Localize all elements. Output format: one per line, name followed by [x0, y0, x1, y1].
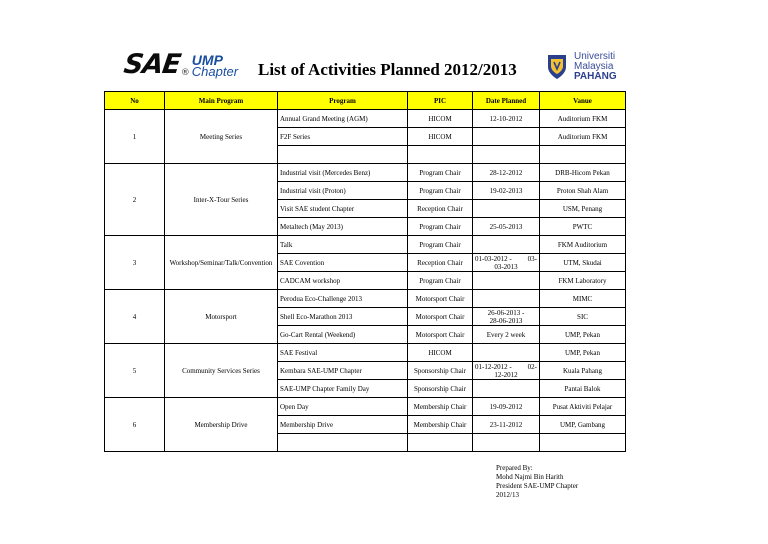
- cell-venue: DRB-Hicom Pekan: [540, 164, 626, 182]
- cell-venue: USM, Penang: [540, 200, 626, 218]
- cell-program: SAE Covention: [278, 254, 408, 272]
- header-no: No: [105, 92, 165, 110]
- cell-main-program: Meeting Series: [165, 110, 278, 164]
- cell-program: Shell Eco-Marathon 2013: [278, 308, 408, 326]
- cell-pic: HICOM: [408, 344, 473, 362]
- table-row: [105, 236, 626, 254]
- cell-program: Kembara SAE-UMP Chapter: [278, 362, 408, 380]
- prepared-by-label: Prepared By:: [496, 464, 533, 472]
- date-line-2: 28-06-2013: [489, 316, 523, 325]
- cell-program: SAE-UMP Chapter Family Day: [278, 380, 408, 398]
- cell-date: [473, 380, 540, 398]
- cell-pic: Motorsport Chair: [408, 308, 473, 326]
- cell-date: [473, 434, 540, 452]
- cell-pic: Reception Chair: [408, 254, 473, 272]
- cell-date: [473, 236, 540, 254]
- cell-no: 4: [105, 290, 165, 344]
- cell-date: [473, 362, 540, 380]
- date-start: 01-03-2012 -: [475, 254, 512, 263]
- cell-pic: Program Chair: [408, 218, 473, 236]
- date-end-rest: 03-2013: [494, 262, 518, 271]
- cell-venue: MIMC: [540, 290, 626, 308]
- cell-pic: Reception Chair: [408, 200, 473, 218]
- cell-pic: Membership Chair: [408, 416, 473, 434]
- cell-no: 5: [105, 344, 165, 398]
- cell-main-program: Inter-X-Tour Series: [165, 164, 278, 236]
- cell-pic: [408, 434, 473, 452]
- cell-venue: Auditorium FKM: [540, 110, 626, 128]
- cell-program: Metaltech (May 2013): [278, 218, 408, 236]
- ump-university-logo: [546, 52, 617, 82]
- cell-no: 6: [105, 398, 165, 452]
- cell-program: Annual Grand Meeting (AGM): [278, 110, 408, 128]
- table-header-row: [105, 92, 626, 110]
- cell-venue: FKM Auditorium: [540, 236, 626, 254]
- cell-venue: [540, 434, 626, 452]
- cell-pic: Program Chair: [408, 272, 473, 290]
- cell-date: [473, 128, 540, 146]
- cell-pic: HICOM: [408, 110, 473, 128]
- header-program: Program: [278, 92, 408, 110]
- cell-pic: [408, 146, 473, 164]
- table-row: [105, 398, 626, 416]
- cell-main-program: Motorsport: [165, 290, 278, 344]
- cell-program: Open Day: [278, 398, 408, 416]
- ump-crest-icon: [546, 53, 568, 81]
- cell-pic: Sponsorship Chair: [408, 380, 473, 398]
- cell-program: Perodua Eco-Challenge 2013: [278, 290, 408, 308]
- cell-program: CADCAM workshop: [278, 272, 408, 290]
- date-line-1: 26-06-2013 -: [487, 308, 525, 317]
- cell-main-program: Workshop/Seminar/Talk/Convention: [165, 236, 278, 290]
- cell-venue: Proton Shah Alam: [540, 182, 626, 200]
- table-row: [105, 290, 626, 308]
- cell-venue: Kuala Pahang: [540, 362, 626, 380]
- cell-pic: Motorsport Chair: [408, 326, 473, 344]
- cell-date: [473, 254, 540, 272]
- cell-date: [473, 344, 540, 362]
- cell-date: 19-02-2013: [473, 182, 540, 200]
- cell-venue: Pantai Balok: [540, 380, 626, 398]
- table-row: [105, 110, 626, 128]
- table-row: [105, 344, 626, 362]
- cell-venue: PWTC: [540, 218, 626, 236]
- ump-wordmark: UMP: [191, 52, 223, 68]
- activities-table: [104, 91, 626, 452]
- registered-mark: ®: [180, 68, 190, 78]
- cell-pic: Program Chair: [408, 182, 473, 200]
- sae-wordmark: SAE: [121, 49, 183, 80]
- cell-date: 25-05-2013: [473, 218, 540, 236]
- cell-date: [473, 272, 540, 290]
- cell-venue: UMP, Pekan: [540, 326, 626, 344]
- date-start: 01-12-2012 -: [475, 362, 512, 371]
- cell-venue: SIC: [540, 308, 626, 326]
- header-main-program: Main Program: [165, 92, 278, 110]
- chapter-wordmark: Chapter: [191, 64, 239, 79]
- date-end-rest: 12-2012: [494, 370, 518, 379]
- cell-no: 2: [105, 164, 165, 236]
- prepared-by-year: 2012/13: [496, 491, 519, 499]
- cell-pic: HICOM: [408, 128, 473, 146]
- cell-program: Industrial visit (Proton): [278, 182, 408, 200]
- cell-pic: Motorsport Chair: [408, 290, 473, 308]
- cell-venue: Pusat Aktiviti Pelajar: [540, 398, 626, 416]
- cell-venue: [540, 146, 626, 164]
- header-pic: PIC: [408, 92, 473, 110]
- date-end-part: 02-: [527, 362, 537, 371]
- cell-main-program: Membership Drive: [165, 398, 278, 452]
- cell-date: 12-10-2012: [473, 110, 540, 128]
- table-row: [105, 164, 626, 182]
- cell-program: F2F Series: [278, 128, 408, 146]
- cell-date: [473, 290, 540, 308]
- cell-pic: Program Chair: [408, 164, 473, 182]
- cell-date: [473, 146, 540, 164]
- univ-line-pahang: PAHANG: [574, 71, 617, 82]
- cell-venue: UTM, Skudai: [540, 254, 626, 272]
- cell-pic: Membership Chair: [408, 398, 473, 416]
- univ-line-malaysia: Malaysia: [574, 61, 614, 72]
- prepared-by-name: Mohd Najmi Bin Harith: [496, 473, 564, 481]
- cell-date: [473, 200, 540, 218]
- date-end-part: 03-: [527, 254, 537, 263]
- cell-date: 28-12-2012: [473, 164, 540, 182]
- cell-no: 1: [105, 110, 165, 164]
- header-venue: Vanue: [540, 92, 626, 110]
- cell-program: Visit SAE student Chapter: [278, 200, 408, 218]
- page-title: List of Activities Planned 2012/2013: [258, 60, 517, 79]
- cell-program: Go-Cart Rental (Weekend): [278, 326, 408, 344]
- cell-program: Industrial visit (Mercedes Benz): [278, 164, 408, 182]
- cell-program: SAE Festival: [278, 344, 408, 362]
- cell-program: [278, 434, 408, 452]
- cell-no: 3: [105, 236, 165, 290]
- cell-venue: FKM Laboratory: [540, 272, 626, 290]
- sae-ump-logo: [121, 49, 239, 80]
- cell-date: 19-09-2012: [473, 398, 540, 416]
- cell-date: 23-11-2012: [473, 416, 540, 434]
- cell-program: Membership Drive: [278, 416, 408, 434]
- header-date-planned: Date Planned: [473, 92, 540, 110]
- cell-venue: UMP, Gambang: [540, 416, 626, 434]
- cell-venue: UMP, Pekan: [540, 344, 626, 362]
- cell-pic: Sponsorship Chair: [408, 362, 473, 380]
- univ-line-universiti: Universiti: [574, 51, 616, 62]
- cell-date: Every 2 week: [473, 326, 540, 344]
- cell-pic: Program Chair: [408, 236, 473, 254]
- prepared-by-role: President SAE-UMP Chapter: [496, 482, 579, 490]
- cell-program: [278, 146, 408, 164]
- prepared-by-block: [496, 464, 578, 500]
- cell-main-program: Community Services Series: [165, 344, 278, 398]
- cell-venue: Auditorium FKM: [540, 128, 626, 146]
- cell-program: Talk: [278, 236, 408, 254]
- cell-date: [473, 308, 540, 326]
